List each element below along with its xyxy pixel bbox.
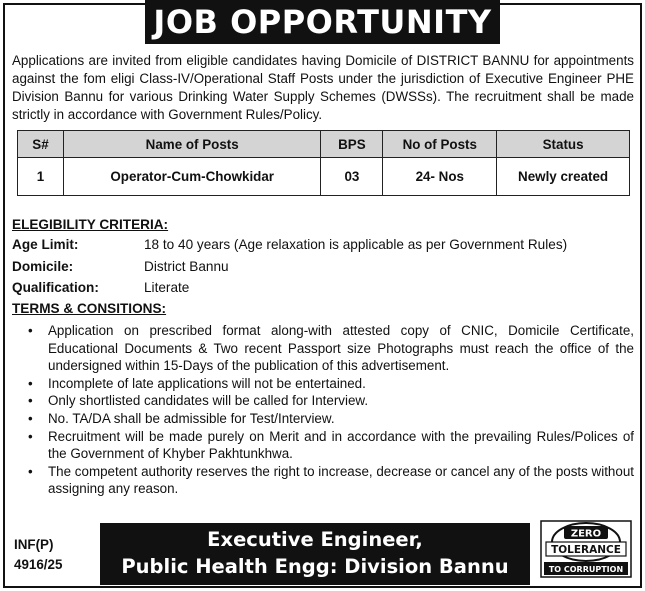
- badge-bottom-text: TO CORRUPTION: [548, 565, 624, 574]
- terms-list: [12, 322, 634, 498]
- cell-serial: 1: [18, 158, 64, 196]
- criteria-domicile: [12, 259, 229, 274]
- bullet-icon: •: [28, 410, 33, 426]
- table-row: [18, 158, 630, 196]
- eligibility-heading: ELEGIBILITY CRITERIA:: [12, 217, 169, 232]
- terms-heading: TERMS & CONSITIONS:: [12, 301, 167, 316]
- criteria-qualification: [12, 280, 189, 295]
- criteria-label: Qualification:: [12, 280, 99, 295]
- criteria-age-limit: [12, 237, 567, 252]
- term-text: Recruitment will be made purely on Merit and in accordance with the prevailing Rules/Polices of the Government of Khyber Pakhtunkhwa.: [48, 428, 634, 462]
- term-text: Only shortlisted candidates will be called for Interview.: [48, 393, 369, 409]
- criteria-label: Age Limit:: [12, 237, 79, 252]
- criteria-value: 18 to 40 years (Age relaxation is applicable as per Government Rules): [144, 237, 568, 252]
- criteria-value: Literate: [144, 280, 190, 295]
- bullet-icon: •: [28, 463, 33, 479]
- term-text: Incomplete of late applications will not be entertained.: [48, 375, 366, 391]
- reference-line-2: 4916/25: [14, 557, 63, 572]
- term-text: Application on prescribed format along-with attested copy of CNIC, Domicile Certificate, Educational Documents & Two recent Passport size Photographs must reach the office of the undersigned within 15-Days of the publication of this advertisement.: [48, 323, 634, 374]
- badge-middle-text: TOLERANCE: [551, 544, 621, 556]
- header-status: Status: [497, 131, 630, 158]
- bullet-icon: •: [28, 428, 33, 444]
- cell-status: Newly created: [497, 158, 630, 196]
- term-text: No. TA/DA shall be admissible for Test/Interview.: [48, 410, 335, 426]
- page-title: JOB OPPORTUNITY: [145, 0, 500, 44]
- reference-number: [14, 535, 84, 575]
- cell-no-of-posts: 24- Nos: [383, 158, 497, 196]
- intro-paragraph: Applications are invited from eligible candidates having Domicile of DISTRICT BANNU for appointments against the fom eligi Class-IV/Operational Staff Posts under the jurisdiction of Executive Engineer PHE Division Bannu for various Drinking Water Supply Schemes (DWSSs). The recruitment shall be made strictly in accordance with Government Rules/Policy.: [12, 53, 634, 122]
- term-text: The competent authority reserves the right to increase, decrease or cancel any of the posts without assigning any reason.: [48, 463, 634, 497]
- bullet-icon: •: [28, 393, 33, 409]
- list-item: [12, 463, 634, 498]
- cell-post-name: Operator-Cum-Chowkidar: [63, 158, 321, 196]
- bullet-icon: •: [28, 323, 33, 338]
- header-bps: BPS: [321, 131, 383, 158]
- header-serial: S#: [18, 131, 64, 158]
- header-post-name: Name of Posts: [63, 131, 321, 158]
- list-item: [12, 322, 634, 375]
- badge-top-text: ZERO: [570, 528, 602, 540]
- cell-bps: 03: [321, 158, 383, 196]
- list-item: [12, 392, 634, 410]
- list-item: [12, 410, 634, 428]
- table-header-row: [18, 131, 630, 158]
- header-no-of-posts: No of Posts: [383, 131, 497, 158]
- bullet-icon: •: [28, 375, 33, 391]
- posts-table: [17, 130, 630, 196]
- list-item: [12, 375, 634, 393]
- list-item: [12, 428, 634, 463]
- footer-line-2: Public Health Engg: Division Bannu: [121, 555, 509, 578]
- footer-line-1: Executive Engineer,: [207, 528, 423, 551]
- zero-tolerance-badge: [540, 520, 632, 578]
- criteria-label: Domicile:: [12, 259, 74, 274]
- footer-signature-block: [100, 523, 530, 585]
- criteria-value: District Bannu: [144, 259, 229, 274]
- reference-line-1: INF(P): [14, 537, 54, 552]
